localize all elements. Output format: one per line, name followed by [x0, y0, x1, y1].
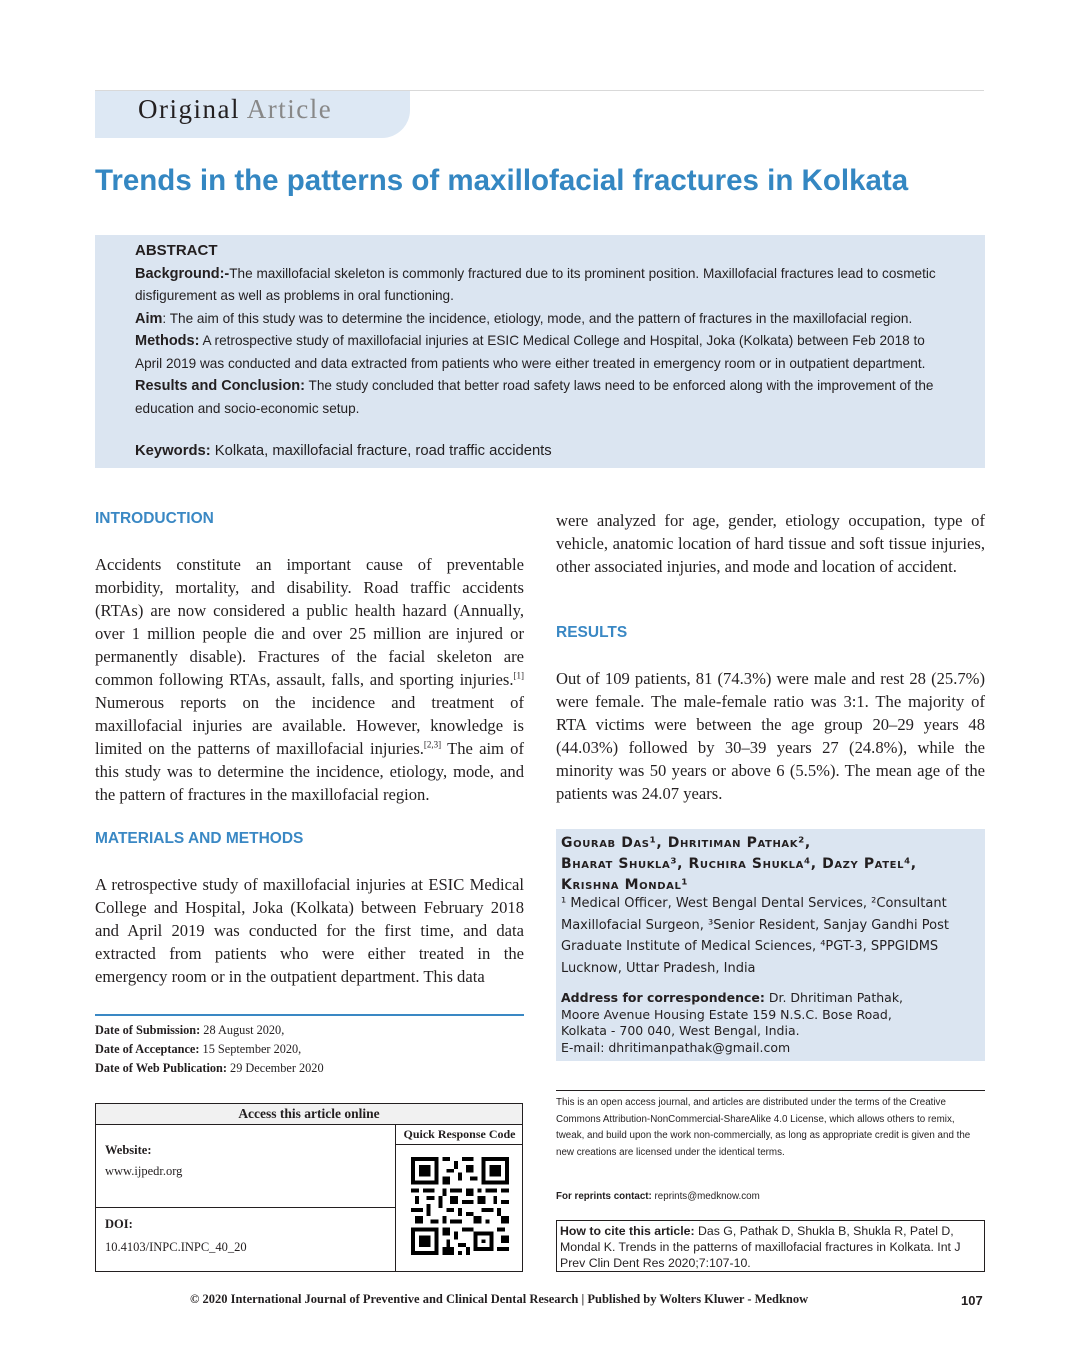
author-line-3: Krishna Mondal¹: [561, 877, 689, 893]
reprints-email[interactable]: reprints@medknow.com: [651, 1191, 760, 1202]
keywords-label: Keywords:: [135, 443, 211, 459]
results-text: Out of 109 patients, 81 (74.3%) were male and rest 28 (25.7%) were female. The male-female ratio was 3:1. The majority of RTA victims were between the age group 20–29 years 48 (44.03%) followed by 30–39 years 27 (24.8%), while the minority was 50 years or above 6 (5.5%). The mean age of the patients was 24.07 years.: [556, 669, 985, 803]
keywords-text: Kolkata, maxillofacial fracture, road traffic accidents: [210, 443, 552, 459]
author-affiliations: ¹ Medical Officer, West Bengal Dental Services, ²Consultant Maxillofacial Surgeon, ³Senior Resident, Sanjay Gandhi Post Graduate Institute of Medical Sciences, ⁴PGT-3, SPPGIDMS Lucknow, Uttar Pradesh, India: [561, 896, 949, 976]
background-text: The maxillofacial skeleton is commonly fractured due to its prominent position. Maxillofacial fractures lead to cosmetic disfigurement as well as problems in oral functioning.: [135, 265, 936, 303]
website-label: Website:: [105, 1143, 152, 1157]
dates-rule: [95, 1014, 524, 1016]
submission-date: 28 August 2020,: [200, 1023, 285, 1037]
intro-part1: Accidents constitute an important cause of preventable morbidity, mortality, and disability. Road traffic accidents (RTAs) are now considered a public health hazard (Annually, over 1 million people die and over 25 million are injured or permanently disable). Fractures of the facial skeleton are common following RTAs, assault, falls, and sporting injuries.: [95, 555, 524, 689]
cite-text: Das G, Pathak D, Shukla B, Shukla R, Patel D, Mondal K. Trends in the patterns of maxillofacial fractures in Kolkata. Int J Prev Clin Dent Res 2020;7:107-10.: [560, 1224, 961, 1270]
acceptance-date: 15 September 2020,: [199, 1042, 302, 1056]
acceptance-label: Date of Acceptance:: [95, 1042, 200, 1056]
license-text: This is an open access journal, and articles are distributed under the terms of the Creative Commons Attribution-NonCommercial-ShareAlike 4.0 License, which allows others to remix, tweak, and build upon the work non-commercially, as long as appropriate credit is given and the new creations are licensed under the identical terms.: [556, 1097, 971, 1158]
correspondence-label: Address for correspondence:: [561, 990, 765, 1005]
author-line-1: Gourab Das¹, Dhritiman Pathak²,: [561, 835, 811, 851]
website-link[interactable]: www.ijpedr.org: [105, 1164, 183, 1178]
citation-ref-1[interactable]: [1]: [513, 670, 524, 681]
introduction-heading: INTRODUCTION: [95, 510, 214, 527]
methods-text: A retrospective study of maxillofacial injuries at ESIC Medical College and Hospital, Joka (Kolkata) between Feb 2018 to April 2019 was conducted and data extracted from patients who were either treated in emergency room or in outpatient department.: [135, 333, 926, 371]
address-line-2: Moore Avenue Housing Estate 159 N.S.C. Bose Road,: [561, 1006, 892, 1022]
journal-footer: © 2020 International Journal of Preventive and Clinical Dental Research | Published by Wolters Kluwer - Medknow: [190, 1292, 809, 1306]
submission-label: Date of Submission:: [95, 1023, 201, 1037]
article-type-label: [138, 94, 332, 125]
results-text: The study concluded that better road safety laws need to be enforced along with the improvement of the education and socio-economic setup.: [135, 378, 934, 416]
article-type-word2: Article: [246, 94, 333, 124]
reprints-label: For reprints contact:: [556, 1191, 652, 1202]
aim-text: : The aim of this study was to determine the incidence, etiology, mode, and the pattern of fractures in the maxillofacial region.: [162, 310, 913, 326]
methods-heading: MATERIALS AND METHODS: [95, 830, 304, 847]
web-publication-label: Date of Web Publication:: [95, 1061, 227, 1075]
author-names: [561, 833, 981, 896]
reprints-contact: [556, 1191, 760, 1202]
web-publication-date: 29 December 2020: [226, 1061, 324, 1075]
license-rule: [556, 1090, 985, 1091]
author-line-2: Bharat Shukla³, Ruchira Shukla⁴, Dazy Patel⁴,: [561, 856, 917, 872]
publication-dates: [95, 1021, 324, 1078]
correspondence-address: [561, 990, 981, 1056]
correspondence-email[interactable]: E-mail: dhritimanpathak@gmail.com: [561, 1039, 791, 1055]
citation-box: [556, 1220, 985, 1272]
doi-label: DOI:: [105, 1217, 133, 1231]
aim-label: Aim: [135, 310, 163, 327]
qr-code-label: Quick Response Code: [395, 1124, 523, 1145]
doi-link[interactable]: 10.4103/INPC.INPC_40_20: [105, 1240, 247, 1254]
access-box-title: Access this article online: [96, 1104, 522, 1125]
page-number: 107: [961, 1293, 983, 1308]
access-divider-horizontal: [96, 1207, 395, 1208]
intro-part3: The aim of this study was to determine the incidence, etiology, mode, and the pattern of fractures in the maxillofacial region.: [95, 739, 524, 804]
correspondence-name: Dr. Dhritiman Pathak,: [764, 990, 904, 1005]
article-title: Trends in the patterns of maxillofacial fractures in Kolkata: [95, 164, 909, 197]
abstract-heading: ABSTRACT: [135, 242, 218, 259]
results-heading: RESULTS: [556, 624, 628, 641]
methods-continued-text: were analyzed for age, gender, etiology occupation, type of vehicle, anatomic location of hard tissue and soft tissue injuries, other associated injuries, and mode and location of accident.: [556, 511, 985, 576]
qr-code-image[interactable]: [411, 1157, 509, 1255]
results-label: Results and Conclusion:: [135, 378, 305, 394]
citation-ref-2[interactable]: [2,3]: [423, 739, 442, 750]
background-label: Background:-: [135, 265, 230, 282]
address-line-3: Kolkata - 700 040, West Bengal, India.: [561, 1023, 800, 1038]
methods-text: A retrospective study of maxillofacial injuries at ESIC Medical College and Hospital, Joka (Kolkata) between February 2018 and April 2019 was conducted for the first time, and data extracted from patients who were either treated in the emergency room or in the outpatient department. This data: [95, 875, 524, 986]
cite-label: How to cite this article:: [560, 1224, 695, 1238]
methods-label: Methods:: [135, 333, 200, 349]
access-divider-vertical: [395, 1144, 396, 1271]
introduction-text: [95, 553, 524, 806]
keywords: [135, 443, 552, 459]
abstract-content: [135, 240, 950, 420]
article-type-word1: Original: [138, 94, 240, 124]
intro-part2: Numerous reports on the incidence and treatment of maxillofacial injuries are available. However, knowledge is limited on the patterns of maxillofacial injuries.: [95, 693, 524, 758]
